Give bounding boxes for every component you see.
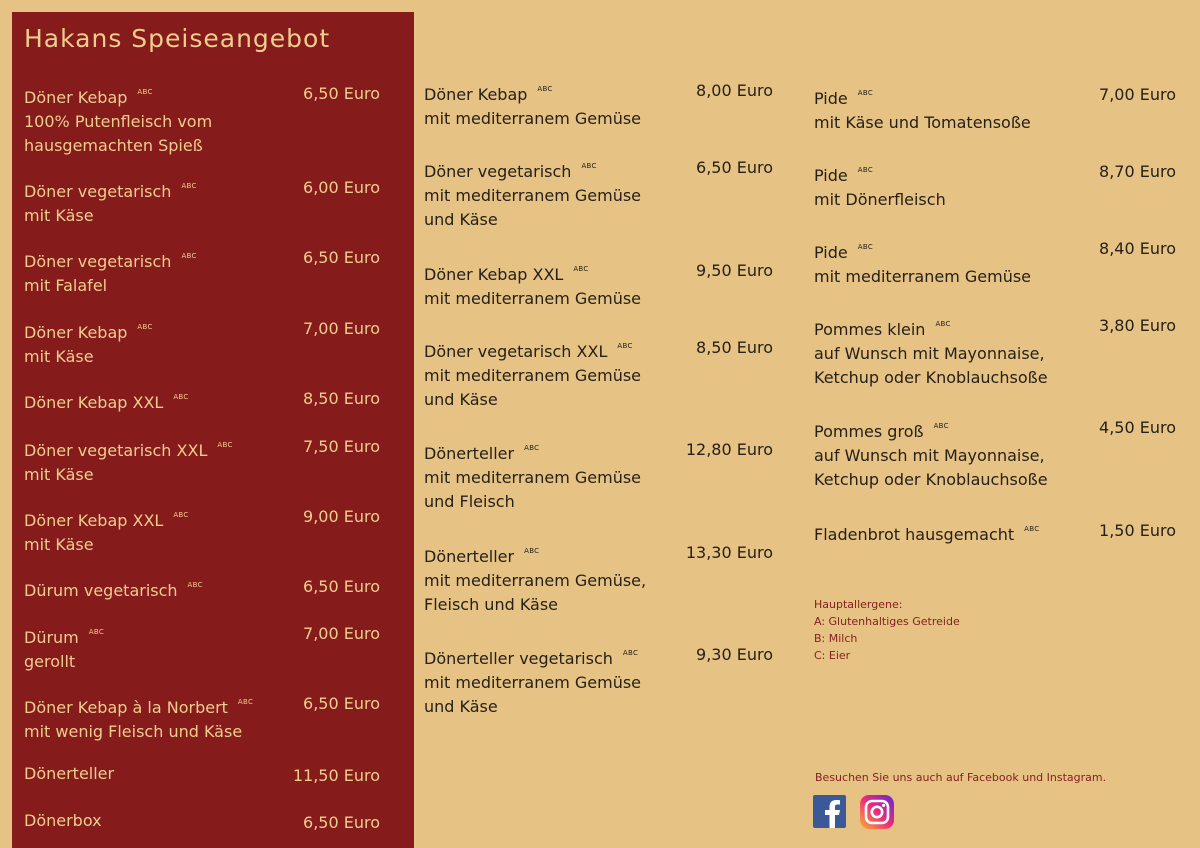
dish-name: Dönerteller vegetarisch $^{ABC}$: [424, 649, 639, 668]
menu-item-name: [814, 81, 1031, 135]
menu-item-price: 13,30 Euro: [685, 543, 773, 562]
menu-item-price: 6,50 Euro: [303, 694, 380, 713]
dish-description: mit Käse: [24, 206, 94, 225]
menu-item-price: 6,50 Euro: [303, 248, 380, 267]
dish-description: und Fleisch: [424, 492, 515, 511]
allergen-marker: ABC: [173, 393, 189, 401]
menu-item-name: [24, 174, 197, 228]
dish-name: Dönerbox: [24, 811, 102, 830]
menu-item-price: 7,50 Euro: [303, 437, 380, 456]
menu-item-name: [424, 154, 641, 232]
dish-description: mit wenig Fleisch und Käse: [24, 722, 243, 741]
menu-item-price: 11,50 Euro: [292, 766, 380, 785]
menu-item-name: [24, 503, 189, 557]
allergen-marker: ABC: [933, 422, 949, 430]
menu-item-price: 8,40 Euro: [1099, 239, 1176, 258]
allergen-marker: ABC: [173, 511, 189, 519]
menu-item-name: [424, 436, 641, 514]
dish-name: Pommes groß $^{ABC}$: [814, 422, 949, 441]
allergen-marker: ABC: [573, 265, 589, 273]
dish-description: mit mediterranem Gemüse: [424, 673, 642, 692]
dish-name: Dönerteller $^{ABC}$: [424, 444, 540, 463]
dish-name: Dürum $^{ABC}$: [24, 628, 105, 647]
dish-description: Ketchup oder Knoblauchsoße: [814, 368, 1048, 387]
dish-description: mit mediterranem Gemüse: [424, 289, 642, 308]
menu-item-name: [24, 315, 153, 369]
allergen-heading: Hauptallergene:: [814, 598, 903, 611]
dish-name: Döner Kebap XXL $^{ABC}$: [24, 511, 189, 530]
allergen-marker: ABC: [857, 243, 874, 251]
allergen-marker: ABC: [857, 166, 874, 174]
menu-item-price: 7,00 Euro: [303, 319, 380, 338]
instagram-icon[interactable]: [860, 795, 894, 829]
dish-name: Pommes klein $^{ABC}$: [814, 320, 951, 339]
menu-item-price: 9,50 Euro: [696, 261, 773, 280]
menu-item-name: [24, 762, 114, 786]
menu-item-price: 7,00 Euro: [303, 624, 380, 643]
menu-item-name: [814, 235, 1031, 289]
menu-item-price: 8,50 Euro: [696, 338, 773, 357]
dish-name: Pide $^{ABC}$: [814, 89, 874, 108]
dish-name: Döner vegetarisch $^{ABC}$: [24, 182, 197, 201]
dish-description: und Käse: [424, 210, 498, 229]
menu-item-name: [424, 539, 646, 617]
menu-item-name: [424, 641, 641, 719]
dish-description: mit Käse und Tomatensoße: [814, 113, 1031, 132]
menu-title: Hakans Speiseangebot: [24, 24, 331, 53]
dish-name: Fladenbrot hausgemacht $^{ABC}$: [814, 525, 1040, 544]
allergen-marker: ABC: [935, 320, 951, 328]
menu-item-price: 4,50 Euro: [1099, 418, 1176, 437]
dish-name: Döner vegetarisch XXL $^{ABC}$: [24, 441, 233, 460]
dish-description: Fleisch und Käse: [424, 595, 559, 614]
dish-description: mit mediterranem Gemüse: [814, 267, 1032, 286]
menu-item-name: [424, 77, 641, 131]
allergen-marker: ABC: [1024, 525, 1040, 533]
dish-name: Dürum vegetarisch $^{ABC}$: [24, 581, 203, 600]
allergen-marker: ABC: [237, 698, 254, 706]
dish-name: Döner Kebap $^{ABC}$: [24, 323, 153, 342]
menu-item-name: [24, 80, 212, 158]
menu-item-price: 6,00 Euro: [303, 178, 380, 197]
dish-description: Ketchup oder Knoblauchsoße: [814, 470, 1048, 489]
dish-description: mit Dönerfleisch: [814, 190, 946, 209]
dish-description: mit Käse: [24, 465, 94, 484]
dish-name: Döner vegetarisch XXL $^{ABC}$: [424, 342, 633, 361]
allergen-marker: ABC: [137, 88, 153, 96]
allergen-item: A: Glutenhaltiges Getreide: [814, 615, 960, 628]
dish-description: auf Wunsch mit Mayonnaise,: [814, 344, 1045, 363]
allergen-marker: ABC: [187, 581, 203, 589]
dish-name: Döner Kebap XXL $^{ABC}$: [424, 265, 589, 284]
dish-description: mit mediterranem Gemüse: [424, 109, 642, 128]
menu-item-price: 6,50 Euro: [696, 158, 773, 177]
dish-description: mit Falafel: [24, 276, 108, 295]
dish-name: Dönerteller: [24, 764, 115, 783]
allergen-marker: ABC: [537, 85, 553, 93]
facebook-icon[interactable]: [813, 795, 846, 828]
dish-description: mit Käse: [24, 347, 94, 366]
menu-item-price: 7,00 Euro: [1099, 85, 1176, 104]
dish-name: Dönerteller $^{ABC}$: [424, 547, 540, 566]
allergen-marker: ABC: [622, 649, 639, 657]
menu-item-name: [24, 244, 197, 298]
menu-item-name: [814, 158, 946, 212]
menu-item-price: 9,30 Euro: [696, 645, 773, 664]
dish-description: mit mediterranem Gemüse,: [424, 571, 647, 590]
allergen-marker: ABC: [137, 323, 153, 331]
menu-item-name: [24, 690, 253, 744]
menu-item-name: [24, 433, 233, 487]
menu-item-name: [814, 517, 1039, 547]
menu-item-price: 12,80 Euro: [685, 440, 773, 459]
menu-item-name: [424, 334, 641, 412]
dish-description: mit mediterranem Gemüse: [424, 468, 642, 487]
dish-description: gerollt: [24, 652, 76, 671]
menu-item-price: 8,00 Euro: [696, 81, 773, 100]
dish-description: mit mediterranem Gemüse: [424, 366, 642, 385]
dish-description: und Käse: [424, 390, 498, 409]
allergen-legend: [814, 596, 960, 664]
menu-item-price: 8,70 Euro: [1099, 162, 1176, 181]
menu-item-name: [814, 414, 1048, 492]
social-text: Besuchen Sie uns auch auf Facebook und Instagram.: [815, 771, 1107, 784]
dish-description: hausgemachten Spieß: [24, 136, 203, 155]
menu-item-name: [24, 620, 104, 674]
allergen-item: C: Eier: [814, 649, 851, 662]
allergen-marker: ABC: [217, 441, 233, 449]
menu-item-price: 9,00 Euro: [303, 507, 380, 526]
dish-name: Pide $^{ABC}$: [814, 166, 874, 185]
dish-description: 100% Putenfleisch vom: [24, 112, 213, 131]
dish-description: mit Käse: [24, 535, 94, 554]
menu-item-name: [24, 385, 189, 415]
allergen-item: B: Milch: [814, 632, 858, 645]
dish-name: Döner Kebap $^{ABC}$: [424, 85, 553, 104]
dish-description: und Käse: [424, 697, 498, 716]
menu-item-price: 1,50 Euro: [1099, 521, 1176, 540]
dish-name: Döner Kebap à la Norbert $^{ABC}$: [24, 698, 254, 717]
menu-item-name: [814, 312, 1048, 390]
dish-name: Döner Kebap $^{ABC}$: [24, 88, 153, 107]
dish-name: Pide $^{ABC}$: [814, 243, 874, 262]
menu-item-price: 8,50 Euro: [303, 389, 380, 408]
dish-name: Döner vegetarisch $^{ABC}$: [24, 252, 197, 271]
menu-item-name: [424, 257, 641, 311]
allergen-marker: ABC: [88, 628, 105, 636]
allergen-marker: ABC: [181, 252, 197, 260]
allergen-marker: ABC: [581, 162, 597, 170]
menu-item-name: [24, 573, 203, 603]
menu-item-price: 6,50 Euro: [303, 84, 380, 103]
dish-name: Döner vegetarisch $^{ABC}$: [424, 162, 597, 181]
allergen-marker: ABC: [524, 547, 540, 555]
menu-item-price: 6,50 Euro: [303, 813, 380, 832]
allergen-marker: ABC: [181, 182, 197, 190]
dish-name: Döner Kebap XXL $^{ABC}$: [24, 393, 189, 412]
menu-item-price: 6,50 Euro: [303, 577, 380, 596]
allergen-marker: ABC: [857, 89, 874, 97]
dish-description: mit mediterranem Gemüse: [424, 186, 642, 205]
allergen-marker: ABC: [617, 342, 633, 350]
allergen-marker: ABC: [524, 444, 540, 452]
dish-description: auf Wunsch mit Mayonnaise,: [814, 446, 1045, 465]
menu-item-name: [24, 809, 102, 833]
menu-item-price: 3,80 Euro: [1099, 316, 1176, 335]
